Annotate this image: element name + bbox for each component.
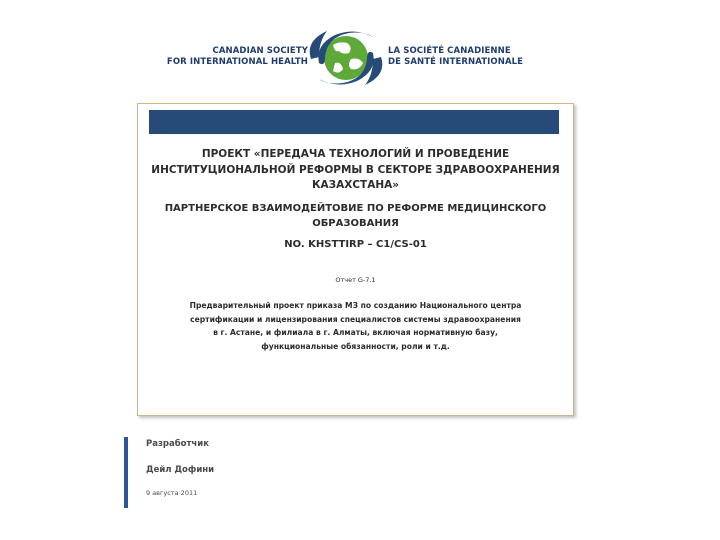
subtitle-line-2: ОБРАЗОВАНИЯ — [312, 218, 399, 229]
org-fr-line-1: LA SOCIÉTÉ CANADIENNE — [388, 46, 511, 56]
title-line-2: ИНСТИТУЦИОНАЛЬНОЙ РЕФОРМЫ В СЕКТОРЕ ЗДРАВООХРАНЕНИЯ — [151, 163, 560, 176]
org-name-english — [153, 46, 308, 68]
document-description — [138, 299, 573, 353]
desc-line-2: сертификации и лицензирования специалистов системы здравоохранения — [190, 314, 521, 324]
document-cover-card — [137, 103, 574, 416]
header-logo-band — [0, 18, 720, 88]
document-number: NO. KHSTTIRP – C1/CS-01 — [284, 239, 427, 250]
desc-line-1: Предварительный проект приказа МЗ по созданию Национального центра — [189, 301, 522, 310]
author-label: Разработчик — [146, 439, 209, 449]
project-subtitle — [138, 201, 573, 231]
subtitle-line-1: ПАРТНЕРСКОЕ ВЗАИМОДЕЙТОВИЕ ПО РЕФОРМЕ МЕДИЦИНСКОГО — [164, 203, 547, 214]
card-header-bar — [149, 110, 559, 134]
report-code: Отчет G-7.1 — [335, 276, 376, 284]
org-fr-line-2: DE SANTÉ INTERNATIONALE — [388, 57, 524, 67]
org-en-line-1: CANADIAN SOCIETY — [212, 46, 308, 56]
author-accent-bar — [124, 437, 128, 508]
project-title — [138, 147, 573, 194]
title-line-3: КАЗАХСТАНА» — [311, 179, 400, 191]
title-line-1: ПРОЕКТ «ПЕРЕДАЧА ТЕХНОЛОГИЙ И ПРОВЕДЕНИЕ — [201, 148, 510, 160]
org-name-french — [388, 46, 548, 68]
org-en-line-2: FOR INTERNATIONAL HEALTH — [166, 57, 308, 67]
desc-line-4: функциональные обязанности, роли и т.д. — [261, 341, 450, 351]
author-date: 9 августа 2011 — [146, 489, 198, 497]
globe-logo-icon — [305, 23, 387, 93]
author-name: Дейл Дофини — [146, 465, 215, 475]
desc-line-3: в г. Астане, и филиала в г. Алматы, включая нормативную базу, — [213, 328, 498, 337]
